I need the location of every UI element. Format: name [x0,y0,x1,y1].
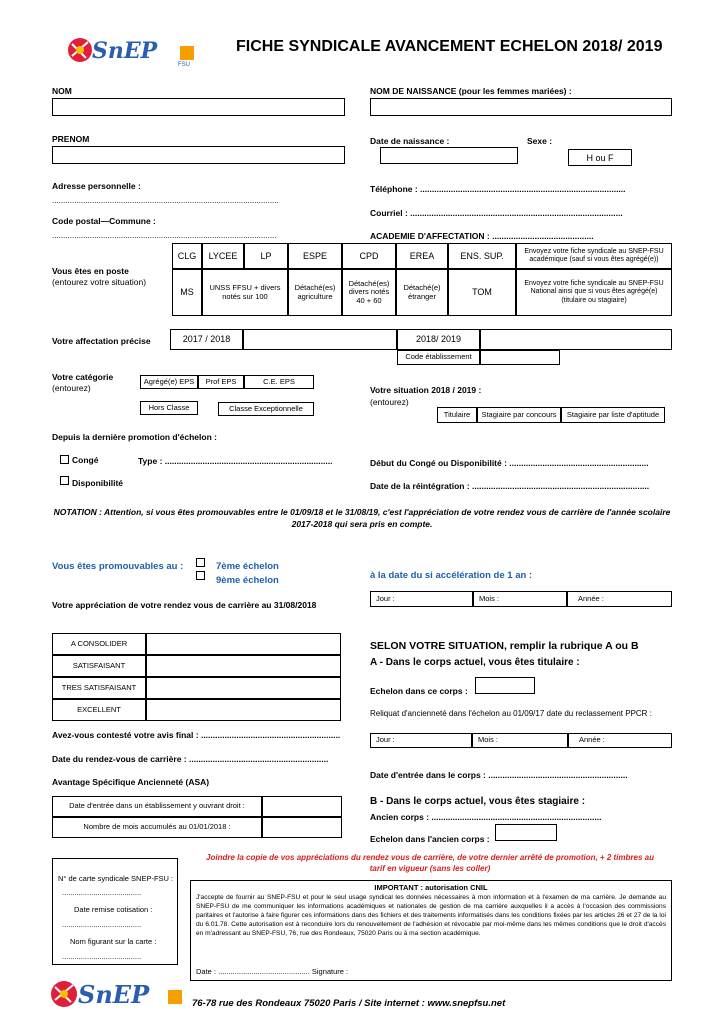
prenom-field[interactable] [52,146,345,164]
prenom-label: PRENOM [52,134,90,144]
ancien-corps-field[interactable]: Ancien corps : ........................................................................ [370,812,602,822]
reliquat-annee[interactable]: Année : [568,733,672,748]
situation-label: Votre situation 2018 / 2019 : [370,385,482,395]
appreciation-excellent-field[interactable] [146,699,341,721]
echelon-ancien-corps-field[interactable] [495,824,557,841]
snep-logo [62,30,202,74]
adresse-label: Adresse personnelle : [52,181,141,191]
cnil-body: J'accepte de fournir au SNEP-FSU et pour le seul usage syndical les données nécessaires à mon information et à l'examen de ma carrière. Je demande au SNEP-FSU de me communiquer les informations académiques et nationales de gestion de ma carrière auxquelles il a accès à l'occasion des commissions paritaires et l'autorise à faire figurer ces informations dans des fichiers et des traitements informatisés dans les conditions fixées par les articles 26 et 27 de la loi du 6.01.78. Cette autorisation est à reconduire lors du renouvellement de l'adhésion et révocable par moi-même dans les mêmes conditions que le droit d'accès en m'adressant au SNEP-FSU, 76, rue des Rondeaux, 75020 Paris ou à ma section académique. [196,894,666,937]
appreciation-satisfaisant: SATISFAISANT [52,655,146,677]
debut-conge-field[interactable]: Début du Congé ou Disponibilité : ........................................................... [370,458,649,468]
affectation-year2: 2018/ 2019 [397,329,480,350]
remise-cotisation-label: Date remise cotisation : [74,905,153,914]
echelon9-checkbox[interactable] [196,571,205,580]
logo-footer-fsu-badge [168,990,182,1004]
date-naissance-field[interactable] [380,147,518,164]
poste-unss[interactable]: UNSS FFSU + divers notés sur 100 [202,269,288,316]
affectation-field-1[interactable] [243,329,397,350]
categorie-classe-exceptionnelle[interactable]: Classe Exceptionnelle [218,402,314,416]
poste-note-national: Envoyez votre fiche syndicale au SNEP-FSU National ainsi que si vous êtes agrégé(e) (titulaire ou stagiaire) [516,269,672,316]
asa-nombre-mois: Nombre de mois accumulés au 01/01/2018 : [52,817,262,838]
asa-date-entree-field[interactable] [262,796,342,817]
logo-fsu-badge [180,46,194,60]
poste-lp[interactable]: LP [244,243,288,269]
poste-espe[interactable]: ESPE [288,243,342,269]
echelon-corps-label: Echelon dans ce corps : [370,686,468,696]
code-postal-dots[interactable]: ..................................................................................................... [52,231,277,240]
poste-sub-label: (entourez votre situation) [52,277,147,287]
affectation-year1: 2017 / 2018 [170,329,243,350]
appreciation-label: Votre appréciation de votre rendez vous de carrière au 31/08/2018 [52,600,317,610]
adresse-dots[interactable]: ...................................................................................................... [52,196,279,205]
poste-tom[interactable]: TOM [448,269,516,316]
address-text: 76-78 rue des Rondeaux 75020 Paris / Site internet : www.snepfsu.net [192,998,506,1009]
conge-label: Congé [72,455,99,465]
conteste-field[interactable]: Avez-vous contesté votre avis final : ........................................................... [52,730,341,740]
sexe-field[interactable]: H ou F [568,149,632,166]
notation-text: NOTATION : Attention, si vous êtes promouvables entre le 01/09/18 et le 31/08/19, c'est l'appréciation de votre rendez vous de carrière de l'année scolaire 2017-2018 qui sera pris en compte. [53,507,671,529]
depuis-label: Depuis la dernière promotion d'échelon : [52,432,217,442]
echelon7-label: 7ème échelon [216,561,279,572]
conge-checkbox[interactable] [60,455,69,464]
snep-logo-footer [44,972,184,1018]
date-naissance-label: Date de naissance : [370,136,450,146]
poste-cpd[interactable]: CPD [342,243,396,269]
poste-note-academique: Envoyez votre fiche syndicale au SNEP-FSU académique (sauf si vous êtes agrégé(e)) [516,243,672,269]
remise-cotisation-dots[interactable]: ...................................... [62,920,142,929]
affectation-field-2[interactable] [480,329,672,350]
section-a-title: A - Dans le corps actuel, vous êtes titulaire : [370,657,580,668]
code-etablissement-field[interactable] [480,350,560,365]
type-field[interactable]: Type : ....................................................................... [138,456,333,466]
asa-date-entree: Date d'entrée dans un établissement y ouvrant droit : [52,796,262,817]
poste-ms[interactable]: MS [172,269,202,316]
code-postal-label: Code postal—Commune : [52,216,156,226]
reintegration-field[interactable]: Date de la réintégration : ........................................................................... [370,481,650,491]
acceleration-label: à la date du si accélération de 1 an : [370,570,533,581]
nom-label: NOM [52,86,72,96]
acceleration-jour[interactable]: Jour : [370,591,473,607]
poste-detache-divers[interactable]: Détaché(es) divers notés 40 + 60 [342,269,396,316]
joindre-text: Joindre la copie de vos appréciations du rendez vous de carrière, de votre dernier arrêté de promotion, + 2 timbres au tarif en vigueur (sans les coller) [206,853,654,873]
categorie-prof-eps[interactable]: Prof EPS [198,375,244,389]
nom-naissance-field[interactable] [370,98,672,116]
situation-titulaire[interactable]: Titulaire [437,407,477,423]
categorie-sub-label: (entourez) [52,383,91,393]
appreciation-consolider-field[interactable] [146,633,341,655]
selon-title: SELON VOTRE SITUATION, remplir la rubrique A ou B [370,640,639,652]
logo-text: SnEP [92,38,158,64]
nom-field[interactable] [52,98,345,116]
categorie-agrege[interactable]: Agrégé(e) EPS [140,375,198,389]
reliquat-jour[interactable]: Jour : [370,733,472,748]
acceleration-annee[interactable]: Année : [567,591,672,607]
poste-clg[interactable]: CLG [172,243,202,269]
nom-naissance-label: NOM DE NAISSANCE (pour les femmes mariées) : [370,86,572,96]
categorie-ce-eps[interactable]: C.E. EPS [244,375,314,389]
asa-nombre-mois-field[interactable] [262,817,342,838]
logo-footer-text: SnEP [78,980,150,1009]
courriel-label[interactable]: Courriel : .......................................................................................... [370,208,623,218]
carte-syndicale-dots[interactable]: ...................................... [62,888,142,897]
echelon7-checkbox[interactable] [196,558,205,567]
cnil-title: IMPORTANT : autorisation CNIL [374,883,488,892]
categorie-hors-classe[interactable]: Hors Classe [140,401,198,415]
telephone-label[interactable]: Téléphone : ....................................................................................... [370,184,626,194]
poste-label: Vous êtes en poste [52,266,129,276]
section-b-title: B - Dans le corps actuel, vous êtes stagiaire : [370,796,586,807]
academie-label[interactable]: ACADEMIE D'AFFECTATION : ........................................... [370,231,594,241]
categorie-label: Votre catégorie [52,372,114,382]
promouvable-label: Vous êtes promouvables au : [52,561,184,572]
echelon-corps-field[interactable] [475,677,535,694]
poste-detache-etranger[interactable]: Détaché(e) étranger [396,269,448,316]
poste-ens-sup[interactable]: ENS. SUP. [448,243,516,269]
disponibilite-checkbox[interactable] [60,476,69,485]
code-etablissement-label: Code établissement [397,350,480,365]
carte-syndicale-label: N° de carte syndicale SNEP-FSU : [58,874,174,883]
situation-sub-label: (entourez) [370,397,409,407]
asa-title: Avantage Spécifique Ancienneté (ASA) [52,777,210,787]
acceleration-mois[interactable]: Mois : [473,591,567,607]
situation-stagiaire-liste[interactable]: Stagiaire par liste d'aptitude [561,407,665,423]
poste-lycee[interactable]: LYCEE [202,243,244,269]
date-entree-corps-field[interactable]: Date d'entrée dans le corps : ........................................................... [370,770,628,780]
nom-carte-label: Nom figurant sur la carte : [70,937,157,946]
cnil-date-signature[interactable]: Date : ............................................ Signature : [196,967,349,976]
reliquat-label: Reliquat d'ancienneté dans l'échelon au 01/09/17 date du reclassement PPCR : [370,709,652,718]
poste-erea[interactable]: EREA [396,243,448,269]
appreciation-satisfaisant-field[interactable] [146,655,341,677]
affectation-label: Votre affectation précise [52,336,151,346]
echelon9-label: 9ème échelon [216,575,279,586]
logo-sub: FSU [178,62,190,68]
appreciation-tres-satisfaisant-field[interactable] [146,677,341,699]
disponibilite-label: Disponibilité [72,478,123,488]
poste-detache-agriculture[interactable]: Détaché(es) agriculture [288,269,342,316]
appreciation-tres-satisfaisant: TRES SATISFAISANT [52,677,146,699]
reliquat-mois[interactable]: Mois : [472,733,568,748]
page-title: FICHE SYNDICALE AVANCEMENT ECHELON 2018/ 2019 [236,38,663,55]
echelon-ancien-corps-label: Echelon dans l'ancien corps : [370,834,490,844]
appreciation-consolider: A CONSOLIDER [52,633,146,655]
situation-stagiaire-concours[interactable]: Stagiaire par concours [477,407,561,423]
date-rdv-field[interactable]: Date du rendez-vous de carrière : ........................................................... [52,754,329,764]
nom-carte-dots[interactable]: ...................................... [62,952,142,961]
sexe-label: Sexe : [527,136,553,146]
appreciation-excellent: EXCELLENT [52,699,146,721]
